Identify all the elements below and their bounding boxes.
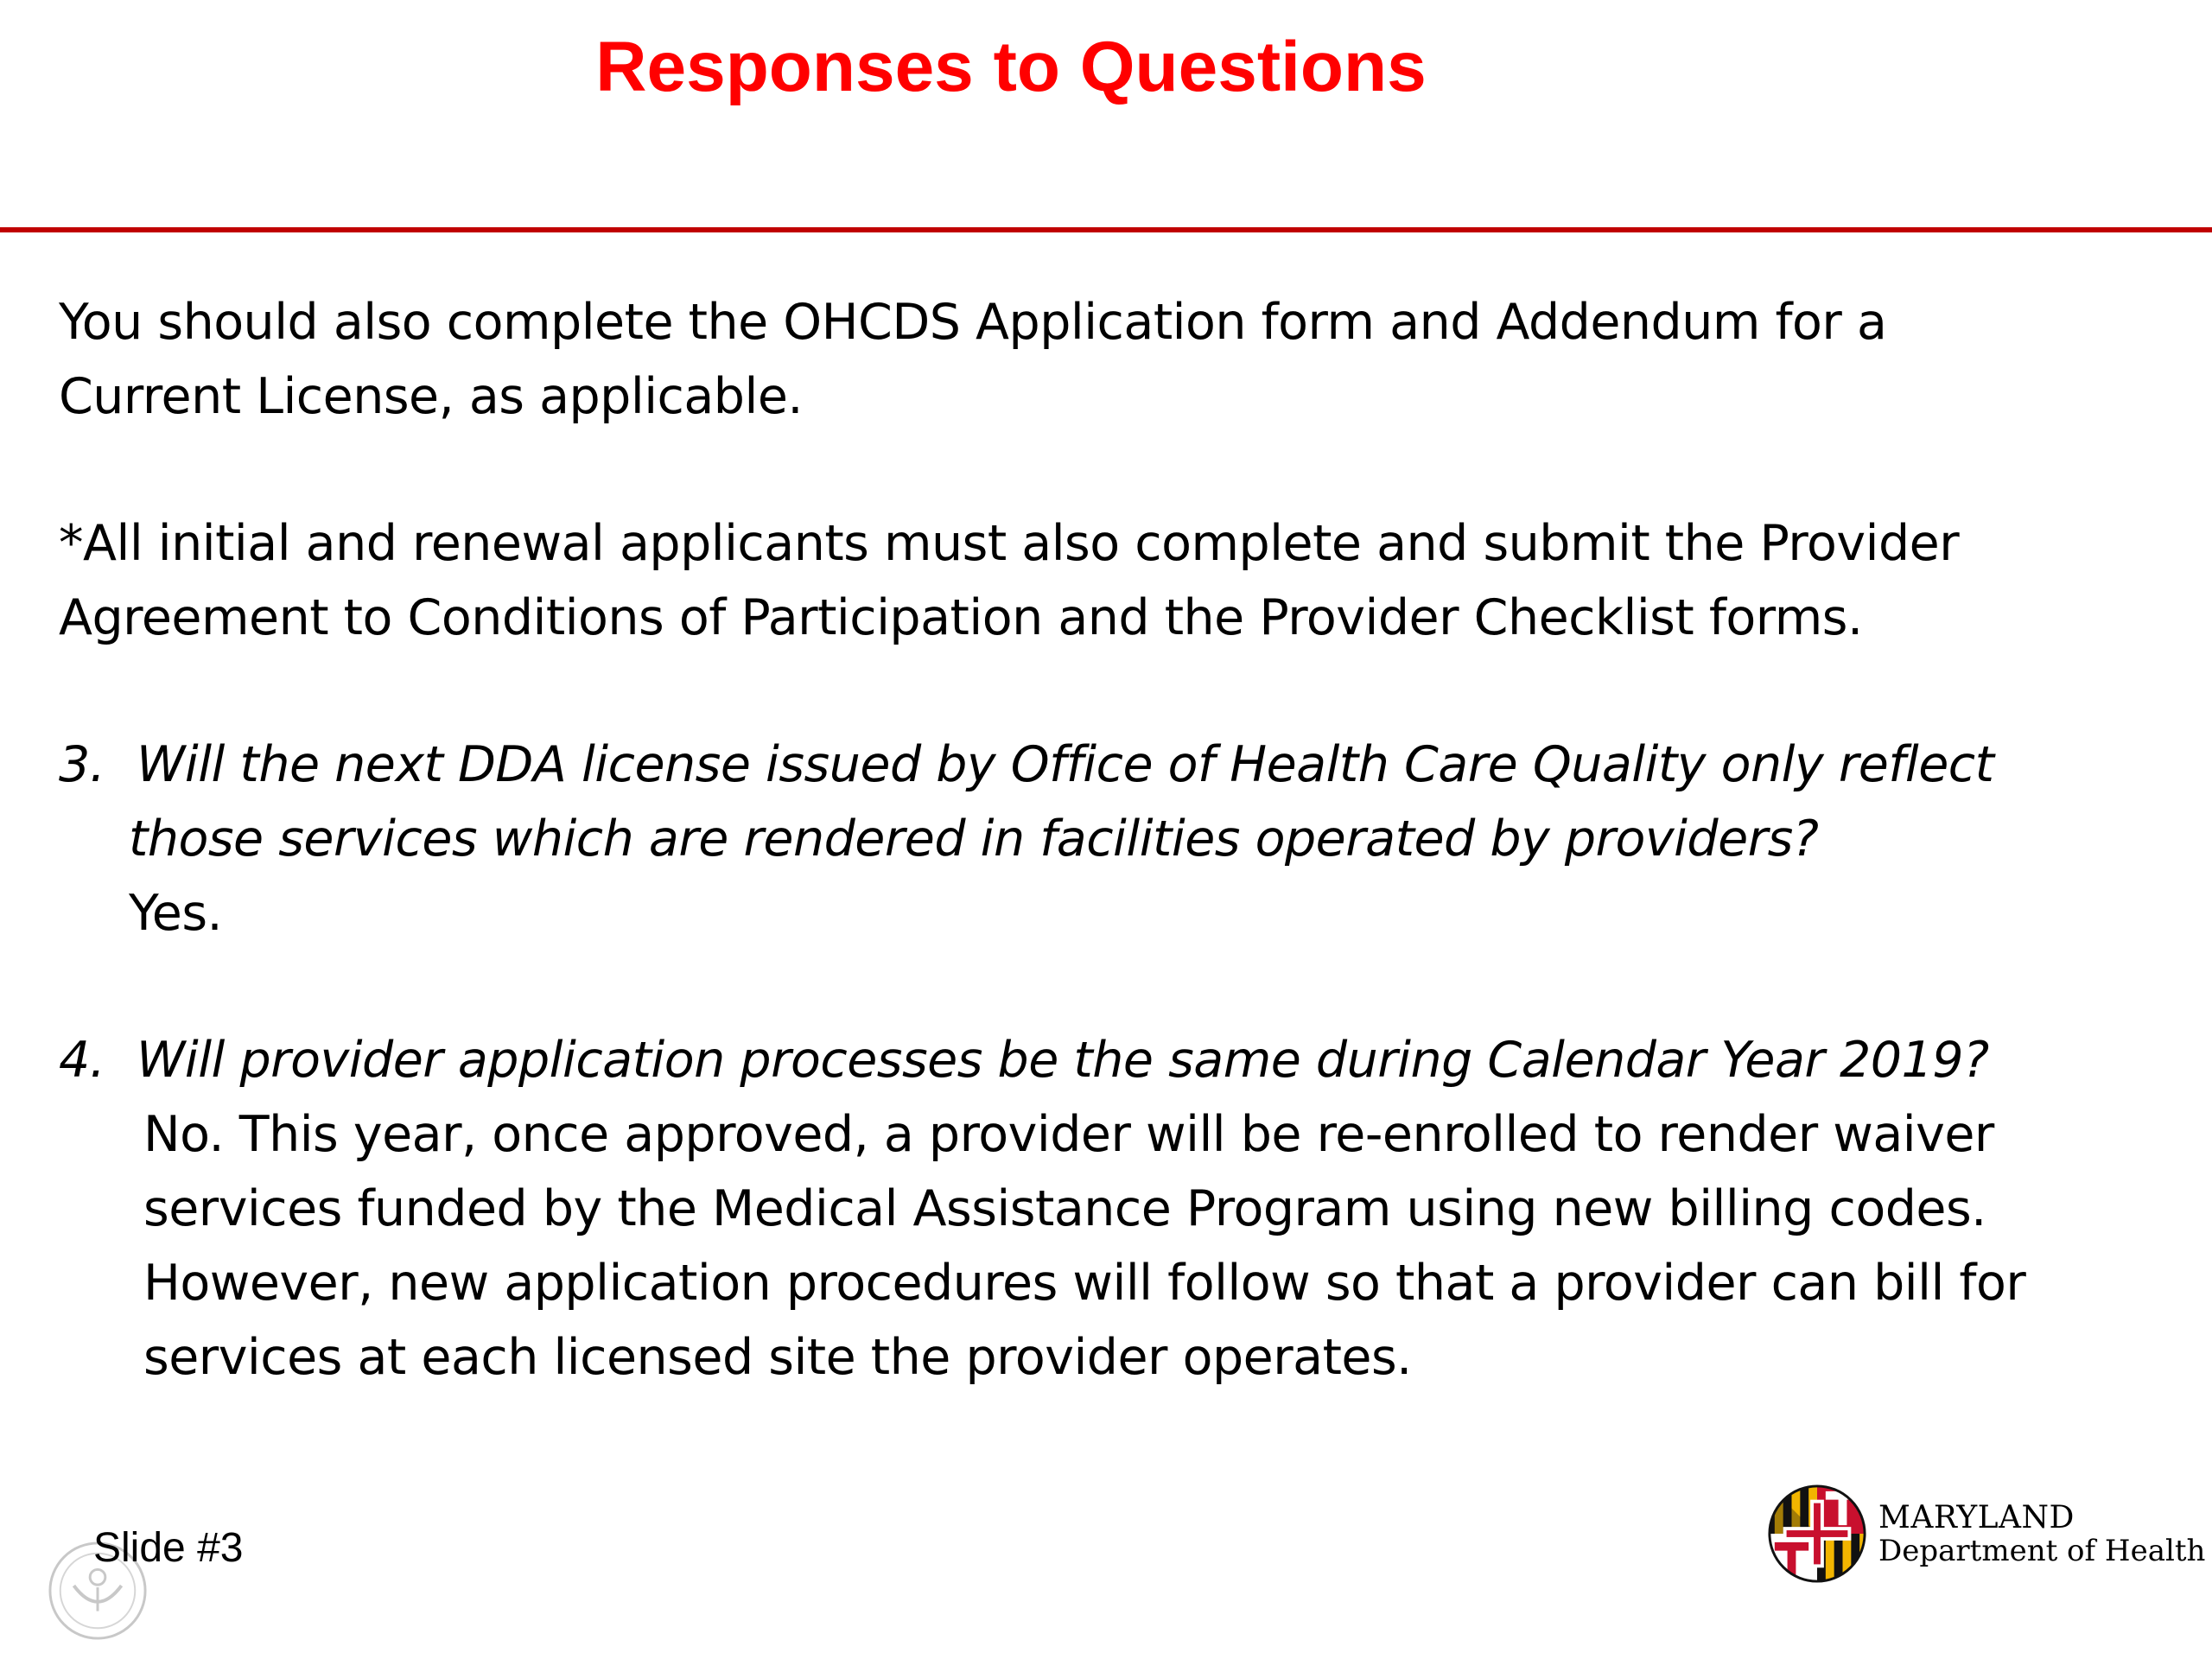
title-divider [0, 227, 2212, 232]
maryland-flag-logo-icon [1766, 1483, 1868, 1585]
question-text-line-1: Will provider application processes be the same during Calendar Year 2019? [137, 1032, 1989, 1089]
paragraph-applicants-line-2: Agreement to Conditions of Participation and the Provider Checklist forms. [59, 589, 1863, 646]
logo-line-department: Department of Health [1878, 1534, 2206, 1568]
paragraph-ohcds-line-1: You should also complete the OHCDS Application form and Addendum for a [59, 294, 1887, 351]
slide-body [59, 285, 2167, 1395]
slide-number: Slide #3 [93, 1525, 244, 1571]
answer-text-line-4: services at each licensed site the provider operates. [143, 1329, 1412, 1386]
question-text-line-1: Will the next DDA license issued by Office of Health Care Quality only reflect [137, 736, 1994, 793]
logo-line-maryland: MARYLAND [1878, 1500, 2075, 1535]
answer-text-line-1: No. This year, once approved, a provider will be re-enrolled to render waiver [143, 1106, 1994, 1163]
question-number: 3. [59, 736, 105, 793]
question-text-line-2: those services which are rendered in facilities operated by providers? [129, 810, 1819, 868]
question-number: 4. [59, 1032, 105, 1089]
slide-title: Responses to Questions [595, 28, 1427, 106]
answer-text-line-1: Yes. [129, 885, 223, 942]
paragraph-applicants-line-1: *All initial and renewal applicants must also complete and submit the Provider [59, 515, 1960, 572]
question-4 [59, 1023, 2167, 1395]
paragraph-ohcds-line-2: Current License, as applicable. [59, 368, 804, 425]
question-3 [59, 728, 2167, 950]
answer-text-line-2: services funded by the Medical Assistance Program using new billing codes. [143, 1180, 1986, 1237]
answer-text-line-3: However, new application procedures will follow so that a provider can bill for [143, 1255, 2026, 1312]
maryland-health-logo [1878, 1502, 2205, 1567]
